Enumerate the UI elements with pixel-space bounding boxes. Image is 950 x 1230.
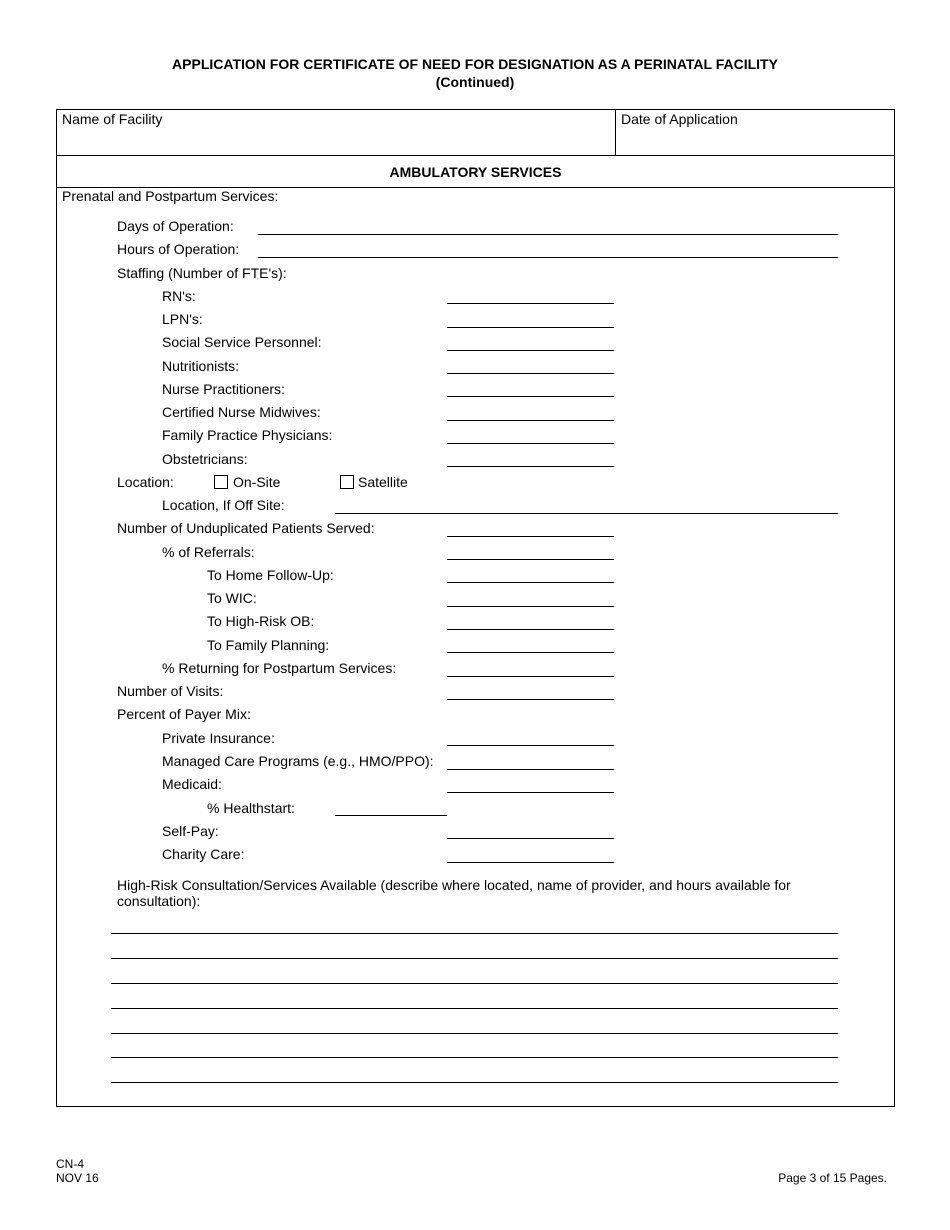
charity-care-label: Charity Care:	[162, 846, 245, 862]
to-home-followup-label: To Home Follow-Up:	[207, 567, 334, 583]
nutritionists-field[interactable]	[447, 373, 614, 374]
medicaid-label: Medicaid:	[162, 776, 222, 792]
date-of-application-label: Date of Application	[621, 111, 738, 127]
on-site-label: On-Site	[233, 474, 281, 490]
satellite-label: Satellite	[358, 474, 408, 490]
pct-healthstart-field[interactable]	[335, 815, 447, 816]
name-of-facility-label: Name of Facility	[62, 111, 163, 127]
location-off-site-label: Location, If Off Site:	[162, 497, 285, 513]
obstetricians-label: Obstetricians:	[162, 451, 248, 467]
on-site-checkbox[interactable]	[214, 475, 228, 489]
rns-field[interactable]	[447, 303, 614, 304]
self-pay-field[interactable]	[447, 838, 614, 839]
unduplicated-patients-label: Number of Unduplicated Patients Served:	[117, 520, 375, 536]
charity-care-field[interactable]	[447, 862, 614, 863]
pct-referrals-field[interactable]	[447, 559, 614, 560]
to-family-planning-field[interactable]	[447, 652, 614, 653]
to-family-planning-label: To Family Planning:	[207, 637, 330, 653]
high-risk-consultation-line[interactable]	[111, 1033, 838, 1034]
certified-nurse-midwives-label: Certified Nurse Midwives:	[162, 404, 321, 420]
days-of-operation-label: Days of Operation:	[117, 218, 234, 234]
pct-returning-postpartum-label: % Returning for Postpartum Services:	[162, 660, 397, 676]
managed-care-label: Managed Care Programs (e.g., HMO/PPO):	[162, 753, 434, 769]
managed-care-field[interactable]	[447, 769, 614, 770]
form-title-continued: (Continued)	[435, 74, 515, 90]
date-of-application-field[interactable]	[616, 128, 893, 154]
form-code: CN-4	[56, 1157, 85, 1171]
nutritionists-label: Nutritionists:	[162, 358, 240, 374]
private-insurance-field[interactable]	[447, 745, 614, 746]
section-subtitle: Prenatal and Postpartum Services:	[62, 188, 279, 204]
to-high-risk-ob-field[interactable]	[447, 629, 614, 630]
name-of-facility-field[interactable]	[57, 128, 614, 154]
obstetricians-field[interactable]	[447, 466, 614, 467]
high-risk-consultation-line[interactable]	[111, 1057, 838, 1058]
self-pay-label: Self-Pay:	[162, 823, 219, 839]
number-of-visits-field[interactable]	[447, 699, 614, 700]
high-risk-consultation-line[interactable]	[111, 958, 838, 959]
hours-of-operation-label: Hours of Operation:	[117, 241, 240, 257]
private-insurance-label: Private Insurance:	[162, 730, 275, 746]
pct-healthstart-label: % Healthstart:	[207, 800, 295, 816]
social-service-label: Social Service Personnel:	[162, 334, 322, 350]
medicaid-field[interactable]	[447, 792, 614, 793]
satellite-checkbox[interactable]	[340, 475, 354, 489]
lpns-field[interactable]	[447, 327, 614, 328]
high-risk-consultation-line[interactable]	[111, 1008, 838, 1009]
section-title: AMBULATORY SERVICES	[389, 164, 562, 180]
high-risk-consultation-label: High-Risk Consultation/Services Available (describe where located, name of provider, and hours available for consultation):	[117, 877, 791, 909]
to-home-followup-field[interactable]	[447, 582, 614, 583]
number-of-visits-label: Number of Visits:	[117, 683, 224, 699]
rns-label: RN's:	[162, 288, 196, 304]
unduplicated-patients-field[interactable]	[447, 536, 614, 537]
lpns-label: LPN's:	[162, 311, 203, 327]
days-of-operation-field[interactable]	[258, 234, 838, 235]
nurse-practitioners-field[interactable]	[447, 396, 614, 397]
to-wic-field[interactable]	[447, 606, 614, 607]
location-label: Location:	[117, 474, 174, 490]
location-off-site-field[interactable]	[335, 513, 838, 514]
high-risk-consultation-line[interactable]	[111, 1082, 838, 1083]
family-practice-physicians-field[interactable]	[447, 443, 614, 444]
percent-payer-mix-label: Percent of Payer Mix:	[117, 706, 251, 722]
pct-returning-postpartum-field[interactable]	[447, 676, 614, 677]
social-service-field[interactable]	[447, 350, 614, 351]
page-number: Page 3 of 15 Pages.	[778, 1171, 887, 1185]
nurse-practitioners-label: Nurse Practitioners:	[162, 381, 285, 397]
to-high-risk-ob-label: To High-Risk OB:	[207, 613, 315, 629]
form-revision-date: NOV 16	[56, 1171, 99, 1185]
staffing-label: Staffing (Number of FTE's):	[117, 265, 287, 281]
high-risk-consultation-line[interactable]	[111, 933, 838, 934]
certified-nurse-midwives-field[interactable]	[447, 420, 614, 421]
to-wic-label: To WIC:	[207, 590, 257, 606]
pct-referrals-label: % of Referrals:	[162, 544, 255, 560]
hours-of-operation-field[interactable]	[258, 257, 838, 258]
family-practice-physicians-label: Family Practice Physicians:	[162, 427, 333, 443]
form-title: APPLICATION FOR CERTIFICATE OF NEED FOR DESIGNATION AS A PERINATAL FACILITY	[172, 56, 778, 72]
high-risk-consultation-line[interactable]	[111, 983, 838, 984]
header-bottom-rule	[56, 155, 895, 156]
